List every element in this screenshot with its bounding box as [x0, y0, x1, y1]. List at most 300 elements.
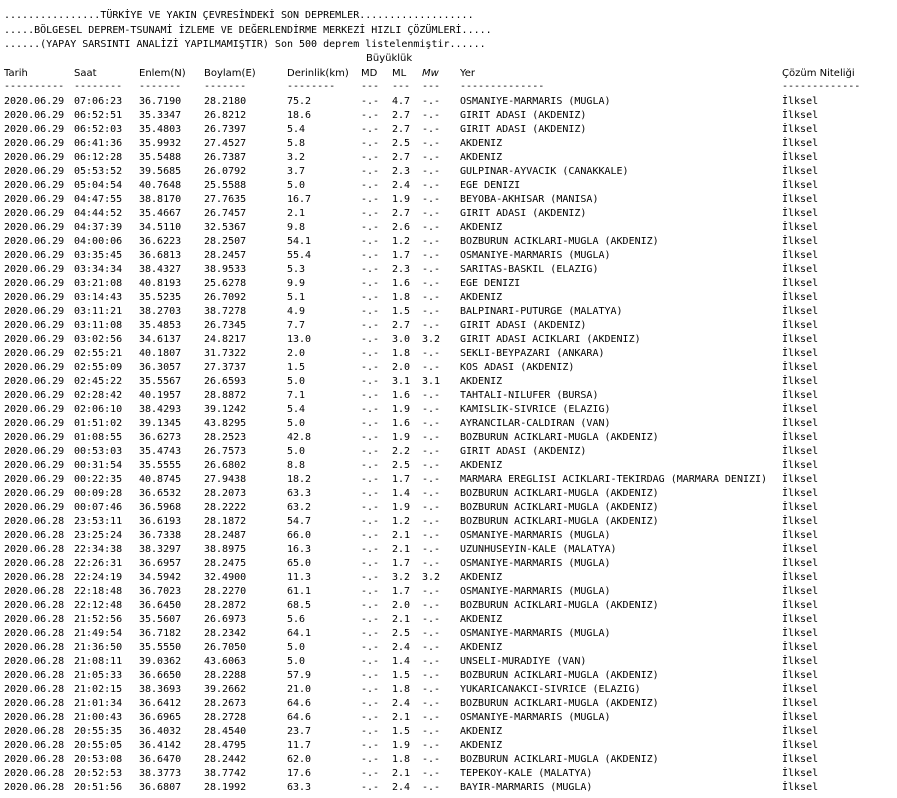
- cell-cozum: İlksel: [782, 740, 819, 751]
- column-header-row: [0, 67, 897, 81]
- cell-enlem: 38.8170: [139, 194, 182, 205]
- cell-derinlik: 5.1: [287, 292, 306, 303]
- dash-tarih: ----------: [4, 81, 65, 92]
- cell-ml: 1.6: [392, 390, 411, 401]
- cell-mw: 3.1: [422, 376, 441, 387]
- cell-tarih: 2020.06.28: [4, 698, 65, 709]
- cell-mw: -.-: [422, 670, 441, 681]
- cell-saat: 22:26:31: [74, 558, 123, 569]
- table-row: [0, 235, 897, 249]
- dash-saat: --------: [74, 81, 123, 92]
- cell-saat: 03:14:43: [74, 292, 123, 303]
- cell-ml: 1.2: [392, 236, 411, 247]
- cell-ml: 1.5: [392, 670, 411, 681]
- cell-tarih: 2020.06.29: [4, 334, 65, 345]
- cell-enlem: 35.3347: [139, 110, 182, 121]
- cell-boylam: 26.6973: [204, 614, 247, 625]
- cell-derinlik: 63.3: [287, 782, 312, 793]
- col-derinlik: Derinlik(km): [287, 68, 349, 79]
- cell-mw: -.-: [422, 558, 441, 569]
- cell-mw: -.-: [422, 236, 441, 247]
- cell-enlem: 40.1807: [139, 348, 182, 359]
- col-md: MD: [361, 68, 378, 79]
- cell-yer: GULPINAR-AYVACIK (CANAKKALE): [460, 166, 629, 177]
- banner-line-3: ......(YAPAY SARSINTI ANALİZİ YAPILMAMIŞTIR) Son 500 deprem listelenmiştir......: [4, 39, 486, 50]
- table-row: [0, 123, 897, 137]
- cell-md: -.-: [361, 96, 380, 107]
- cell-derinlik: 75.2: [287, 96, 312, 107]
- cell-cozum: İlksel: [782, 292, 819, 303]
- cell-mw: -.-: [422, 124, 441, 135]
- cell-tarih: 2020.06.29: [4, 236, 65, 247]
- cell-boylam: 26.0792: [204, 166, 247, 177]
- cell-md: -.-: [361, 572, 380, 583]
- cell-derinlik: 65.0: [287, 558, 312, 569]
- cell-enlem: 40.1957: [139, 390, 182, 401]
- cell-boylam: 43.6063: [204, 656, 247, 667]
- cell-enlem: 34.5942: [139, 572, 182, 583]
- cell-derinlik: 11.3: [287, 572, 312, 583]
- cell-cozum: İlksel: [782, 418, 819, 429]
- cell-cozum: İlksel: [782, 236, 819, 247]
- table-row: [0, 95, 897, 109]
- cell-tarih: 2020.06.28: [4, 544, 65, 555]
- dash-mw: ---: [422, 81, 441, 92]
- cell-derinlik: 17.6: [287, 768, 312, 779]
- cell-md: -.-: [361, 516, 380, 527]
- cell-tarih: 2020.06.29: [4, 320, 65, 331]
- cell-ml: 2.1: [392, 768, 411, 779]
- cell-yer: BOZBURUN ACIKLARI-MUGLA (AKDENIZ): [460, 698, 659, 709]
- table-row: [0, 305, 897, 319]
- cell-saat: 04:37:39: [74, 222, 123, 233]
- cell-mw: -.-: [422, 754, 441, 765]
- cell-saat: 02:55:21: [74, 348, 123, 359]
- cell-boylam: 28.1872: [204, 516, 247, 527]
- cell-mw: -.-: [422, 138, 441, 149]
- cell-enlem: 35.5555: [139, 460, 182, 471]
- cell-cozum: İlksel: [782, 306, 819, 317]
- cell-md: -.-: [361, 320, 380, 331]
- cell-md: -.-: [361, 376, 380, 387]
- cell-enlem: 35.5488: [139, 152, 182, 163]
- cell-md: -.-: [361, 292, 380, 303]
- cell-ml: 2.5: [392, 628, 411, 639]
- cell-derinlik: 5.4: [287, 404, 306, 415]
- cell-ml: 1.8: [392, 684, 411, 695]
- cell-derinlik: 7.7: [287, 320, 306, 331]
- cell-mw: -.-: [422, 180, 441, 191]
- cell-enlem: 36.7338: [139, 530, 182, 541]
- cell-ml: 1.8: [392, 754, 411, 765]
- cell-cozum: İlksel: [782, 782, 819, 793]
- col-boylam: Boylam(E): [204, 68, 256, 79]
- cell-tarih: 2020.06.28: [4, 712, 65, 723]
- cell-md: -.-: [361, 404, 380, 415]
- cell-saat: 00:07:46: [74, 502, 123, 513]
- cell-mw: -.-: [422, 418, 441, 429]
- cell-mw: -.-: [422, 432, 441, 443]
- cell-tarih: 2020.06.29: [4, 194, 65, 205]
- table-row: [0, 571, 897, 585]
- table-row: [0, 431, 897, 445]
- cell-tarih: 2020.06.29: [4, 348, 65, 359]
- cell-yer: OSMANIYE-MARMARIS (MUGLA): [460, 586, 611, 597]
- cell-md: -.-: [361, 278, 380, 289]
- cell-ml: 2.3: [392, 264, 411, 275]
- cell-enlem: 35.4743: [139, 446, 182, 457]
- cell-ml: 2.0: [392, 362, 411, 373]
- cell-mw: -.-: [422, 166, 441, 177]
- cell-boylam: 28.2507: [204, 236, 247, 247]
- cell-mw: -.-: [422, 264, 441, 275]
- cell-md: -.-: [361, 334, 380, 345]
- cell-ml: 4.7: [392, 96, 411, 107]
- cell-derinlik: 21.0: [287, 684, 312, 695]
- cell-saat: 22:24:19: [74, 572, 123, 583]
- cell-enlem: 36.7182: [139, 628, 182, 639]
- cell-tarih: 2020.06.28: [4, 670, 65, 681]
- cell-boylam: 28.4795: [204, 740, 247, 751]
- cell-saat: 00:09:28: [74, 488, 123, 499]
- dash-boylam: -------: [204, 81, 247, 92]
- cell-saat: 00:31:54: [74, 460, 123, 471]
- cell-enlem: 39.5685: [139, 166, 182, 177]
- cell-derinlik: 5.0: [287, 446, 306, 457]
- cell-tarih: 2020.06.29: [4, 446, 65, 457]
- cell-ml: 3.1: [392, 376, 411, 387]
- cell-cozum: İlksel: [782, 124, 819, 135]
- cell-derinlik: 16.7: [287, 194, 312, 205]
- cell-cozum: İlksel: [782, 502, 819, 513]
- cell-boylam: 24.8217: [204, 334, 247, 345]
- cell-md: -.-: [361, 670, 380, 681]
- cell-ml: 3.0: [392, 334, 411, 345]
- cell-tarih: 2020.06.28: [4, 740, 65, 751]
- cell-cozum: İlksel: [782, 278, 819, 289]
- table-row: [0, 137, 897, 151]
- cell-boylam: 28.2487: [204, 530, 247, 541]
- cell-cozum: İlksel: [782, 460, 819, 471]
- banner-line-2: .....BÖLGESEL DEPREM-TSUNAMİ İZLEME VE DEĞERLENDİRME MERKEZİ HIZLI ÇÖZÜMLERİ.....: [4, 25, 492, 36]
- cell-boylam: 28.2442: [204, 754, 247, 765]
- cell-boylam: 26.7457: [204, 208, 247, 219]
- cell-ml: 1.9: [392, 740, 411, 751]
- cell-saat: 22:12:48: [74, 600, 123, 611]
- cell-ml: 1.4: [392, 656, 411, 667]
- cell-derinlik: 55.4: [287, 250, 312, 261]
- cell-cozum: İlksel: [782, 754, 819, 765]
- cell-mw: -.-: [422, 110, 441, 121]
- table-row: [0, 333, 897, 347]
- cell-yer: AKDENIZ: [460, 726, 503, 737]
- cell-yer: YUKARICANAKCI-SIVRICE (ELAZIG): [460, 684, 641, 695]
- cell-tarih: 2020.06.29: [4, 418, 65, 429]
- cell-ml: 1.5: [392, 306, 411, 317]
- cell-mw: -.-: [422, 502, 441, 513]
- cell-enlem: 36.3057: [139, 362, 182, 373]
- table-row: [0, 403, 897, 417]
- cell-tarih: 2020.06.29: [4, 460, 65, 471]
- cell-boylam: 31.7322: [204, 348, 247, 359]
- col-ml: ML: [392, 68, 407, 79]
- col-saat: Saat: [74, 68, 97, 79]
- cell-ml: 2.2: [392, 446, 411, 457]
- cell-boylam: 38.7278: [204, 306, 247, 317]
- cell-saat: 22:18:48: [74, 586, 123, 597]
- cell-tarih: 2020.06.29: [4, 250, 65, 261]
- cell-enlem: 36.6532: [139, 488, 182, 499]
- cell-md: -.-: [361, 712, 380, 723]
- cell-derinlik: 61.1: [287, 586, 312, 597]
- cell-yer: BALPINARI-PUTURGE (MALATYA): [460, 306, 623, 317]
- cell-cozum: İlksel: [782, 180, 819, 191]
- cell-saat: 03:11:08: [74, 320, 123, 331]
- table-row: [0, 109, 897, 123]
- cell-derinlik: 23.7: [287, 726, 312, 737]
- cell-md: -.-: [361, 236, 380, 247]
- cell-enlem: 40.8193: [139, 278, 182, 289]
- dash-separator-row: [0, 80, 897, 94]
- cell-md: -.-: [361, 782, 380, 793]
- dash-md: ---: [361, 81, 380, 92]
- cell-md: -.-: [361, 740, 380, 751]
- cell-saat: 20:51:56: [74, 782, 123, 793]
- cell-derinlik: 7.1: [287, 390, 306, 401]
- cell-tarih: 2020.06.29: [4, 474, 65, 485]
- cell-tarih: 2020.06.28: [4, 516, 65, 527]
- cell-derinlik: 18.6: [287, 110, 312, 121]
- cell-saat: 21:01:34: [74, 698, 123, 709]
- table-row: [0, 221, 897, 235]
- cell-boylam: 26.7387: [204, 152, 247, 163]
- cell-yer: TAHTALI-NILUFER (BURSA): [460, 390, 599, 401]
- cell-derinlik: 63.2: [287, 502, 312, 513]
- cell-md: -.-: [361, 768, 380, 779]
- cell-boylam: 27.9438: [204, 474, 247, 485]
- cell-enlem: 38.3693: [139, 684, 182, 695]
- cell-boylam: 26.8212: [204, 110, 247, 121]
- cell-md: -.-: [361, 152, 380, 163]
- cell-boylam: 28.2673: [204, 698, 247, 709]
- cell-cozum: İlksel: [782, 404, 819, 415]
- cell-cozum: İlksel: [782, 726, 819, 737]
- table-row: [0, 557, 897, 571]
- cell-mw: -.-: [422, 222, 441, 233]
- table-row: [0, 277, 897, 291]
- cell-yer: OSMANIYE-MARMARIS (MUGLA): [460, 96, 611, 107]
- cell-cozum: İlksel: [782, 698, 819, 709]
- cell-md: -.-: [361, 124, 380, 135]
- cell-boylam: 26.7397: [204, 124, 247, 135]
- cell-boylam: 38.9533: [204, 264, 247, 275]
- cell-boylam: 38.8975: [204, 544, 247, 555]
- cell-boylam: 25.6278: [204, 278, 247, 289]
- cell-enlem: 38.4327: [139, 264, 182, 275]
- cell-ml: 1.9: [392, 404, 411, 415]
- cell-md: -.-: [361, 544, 380, 555]
- cell-tarih: 2020.06.28: [4, 530, 65, 541]
- cell-cozum: İlksel: [782, 222, 819, 233]
- cell-enlem: 39.1345: [139, 418, 182, 429]
- cell-tarih: 2020.06.29: [4, 152, 65, 163]
- cell-enlem: 36.6450: [139, 600, 182, 611]
- cell-derinlik: 9.9: [287, 278, 306, 289]
- cell-md: -.-: [361, 698, 380, 709]
- cell-yer: EGE DENIZI: [460, 278, 521, 289]
- cell-derinlik: 42.8: [287, 432, 312, 443]
- cell-cozum: İlksel: [782, 208, 819, 219]
- cell-boylam: 39.1242: [204, 404, 247, 415]
- cell-yer: BOZBURUN ACIKLARI-MUGLA (AKDENIZ): [460, 670, 659, 681]
- table-row: [0, 739, 897, 753]
- cell-mw: -.-: [422, 152, 441, 163]
- table-row: [0, 361, 897, 375]
- cell-cozum: İlksel: [782, 586, 819, 597]
- table-row: [0, 683, 897, 697]
- cell-md: -.-: [361, 558, 380, 569]
- col-enlem: Enlem(N): [139, 68, 186, 79]
- cell-yer: TEPEKOY-KALE (MALATYA): [460, 768, 593, 779]
- cell-ml: 2.0: [392, 600, 411, 611]
- cell-tarih: 2020.06.29: [4, 376, 65, 387]
- cell-ml: 1.7: [392, 586, 411, 597]
- cell-boylam: 26.6593: [204, 376, 247, 387]
- table-row: [0, 599, 897, 613]
- cell-yer: BOZBURUN ACIKLARI-MUGLA (AKDENIZ): [460, 488, 659, 499]
- cell-md: -.-: [361, 138, 380, 149]
- cell-saat: 06:12:28: [74, 152, 123, 163]
- cell-enlem: 36.6965: [139, 712, 182, 723]
- cell-cozum: İlksel: [782, 656, 819, 667]
- cell-mw: -.-: [422, 712, 441, 723]
- cell-enlem: 36.6813: [139, 250, 182, 261]
- cell-yer: AKDENIZ: [460, 460, 503, 471]
- cell-derinlik: 57.9: [287, 670, 312, 681]
- cell-tarih: 2020.06.28: [4, 586, 65, 597]
- cell-tarih: 2020.06.29: [4, 390, 65, 401]
- cell-md: -.-: [361, 194, 380, 205]
- cell-tarih: 2020.06.28: [4, 614, 65, 625]
- cell-yer: OSMANIYE-MARMARIS (MUGLA): [460, 558, 611, 569]
- cell-tarih: 2020.06.28: [4, 754, 65, 765]
- cell-md: -.-: [361, 306, 380, 317]
- cell-mw: -.-: [422, 474, 441, 485]
- cell-mw: -.-: [422, 684, 441, 695]
- cell-yer: AKDENIZ: [460, 292, 503, 303]
- cell-cozum: İlksel: [782, 712, 819, 723]
- cell-yer: UNSELI-MURADIYE (VAN): [460, 656, 587, 667]
- cell-md: -.-: [361, 474, 380, 485]
- cell-derinlik: 8.8: [287, 460, 306, 471]
- cell-derinlik: 54.1: [287, 236, 312, 247]
- cell-boylam: 32.5367: [204, 222, 247, 233]
- cell-md: -.-: [361, 180, 380, 191]
- cell-mw: -.-: [422, 768, 441, 779]
- cell-cozum: İlksel: [782, 628, 819, 639]
- cell-enlem: 35.5607: [139, 614, 182, 625]
- cell-cozum: İlksel: [782, 362, 819, 373]
- cell-ml: 1.7: [392, 250, 411, 261]
- cell-yer: BOZBURUN ACIKLARI-MUGLA (AKDENIZ): [460, 432, 659, 443]
- cell-boylam: 27.7635: [204, 194, 247, 205]
- cell-derinlik: 5.0: [287, 418, 306, 429]
- cell-boylam: 28.2073: [204, 488, 247, 499]
- cell-derinlik: 62.0: [287, 754, 312, 765]
- cell-cozum: İlksel: [782, 684, 819, 695]
- cell-yer: GIRIT ADASI (AKDENIZ): [460, 124, 587, 135]
- cell-derinlik: 3.7: [287, 166, 306, 177]
- cell-mw: -.-: [422, 208, 441, 219]
- cell-enlem: 34.6137: [139, 334, 182, 345]
- cell-md: -.-: [361, 586, 380, 597]
- cell-boylam: 26.7345: [204, 320, 247, 331]
- cell-enlem: 35.4803: [139, 124, 182, 135]
- cell-yer: AYRANCILAR-CALDIRAN (VAN): [460, 418, 611, 429]
- cell-boylam: 28.2288: [204, 670, 247, 681]
- cell-enlem: 36.6412: [139, 698, 182, 709]
- cell-cozum: İlksel: [782, 152, 819, 163]
- cell-cozum: İlksel: [782, 348, 819, 359]
- cell-cozum: İlksel: [782, 110, 819, 121]
- cell-derinlik: 64.6: [287, 712, 312, 723]
- cell-derinlik: 9.8: [287, 222, 306, 233]
- col-tarih: Tarih: [4, 68, 28, 79]
- cell-mw: -.-: [422, 460, 441, 471]
- cell-ml: 1.8: [392, 348, 411, 359]
- cell-md: -.-: [361, 348, 380, 359]
- cell-tarih: 2020.06.28: [4, 656, 65, 667]
- cell-md: -.-: [361, 110, 380, 121]
- cell-cozum: İlksel: [782, 320, 819, 331]
- cell-enlem: 36.6650: [139, 670, 182, 681]
- cell-derinlik: 18.2: [287, 474, 312, 485]
- cell-ml: 2.1: [392, 614, 411, 625]
- cell-ml: 1.9: [392, 194, 411, 205]
- cell-derinlik: 11.7: [287, 740, 312, 751]
- cell-derinlik: 16.3: [287, 544, 312, 555]
- cell-enlem: 35.9932: [139, 138, 182, 149]
- table-row: [0, 291, 897, 305]
- dash-derinlik: --------: [287, 81, 336, 92]
- cell-mw: -.-: [422, 488, 441, 499]
- cell-ml: 2.7: [392, 124, 411, 135]
- cell-saat: 02:55:09: [74, 362, 123, 373]
- table-row: [0, 697, 897, 711]
- cell-cozum: İlksel: [782, 474, 819, 485]
- cell-md: -.-: [361, 656, 380, 667]
- cell-yer: OSMANIYE-MARMARIS (MUGLA): [460, 250, 611, 261]
- cell-cozum: İlksel: [782, 334, 819, 345]
- cell-derinlik: 3.2: [287, 152, 306, 163]
- cell-md: -.-: [361, 614, 380, 625]
- table-row: [0, 725, 897, 739]
- table-row: [0, 627, 897, 641]
- cell-yer: AKDENIZ: [460, 152, 503, 163]
- dash-yer: --------------: [460, 81, 545, 92]
- cell-ml: 2.1: [392, 712, 411, 723]
- cell-ml: 1.8: [392, 292, 411, 303]
- cell-ml: 2.4: [392, 642, 411, 653]
- cell-saat: 21:02:15: [74, 684, 123, 695]
- cell-enlem: 36.6957: [139, 558, 182, 569]
- cell-mw: -.-: [422, 320, 441, 331]
- cell-derinlik: 5.4: [287, 124, 306, 135]
- cell-mw: -.-: [422, 348, 441, 359]
- cell-boylam: 28.8872: [204, 390, 247, 401]
- cell-saat: 20:55:05: [74, 740, 123, 751]
- cell-yer: BOZBURUN ACIKLARI-MUGLA (AKDENIZ): [460, 236, 659, 247]
